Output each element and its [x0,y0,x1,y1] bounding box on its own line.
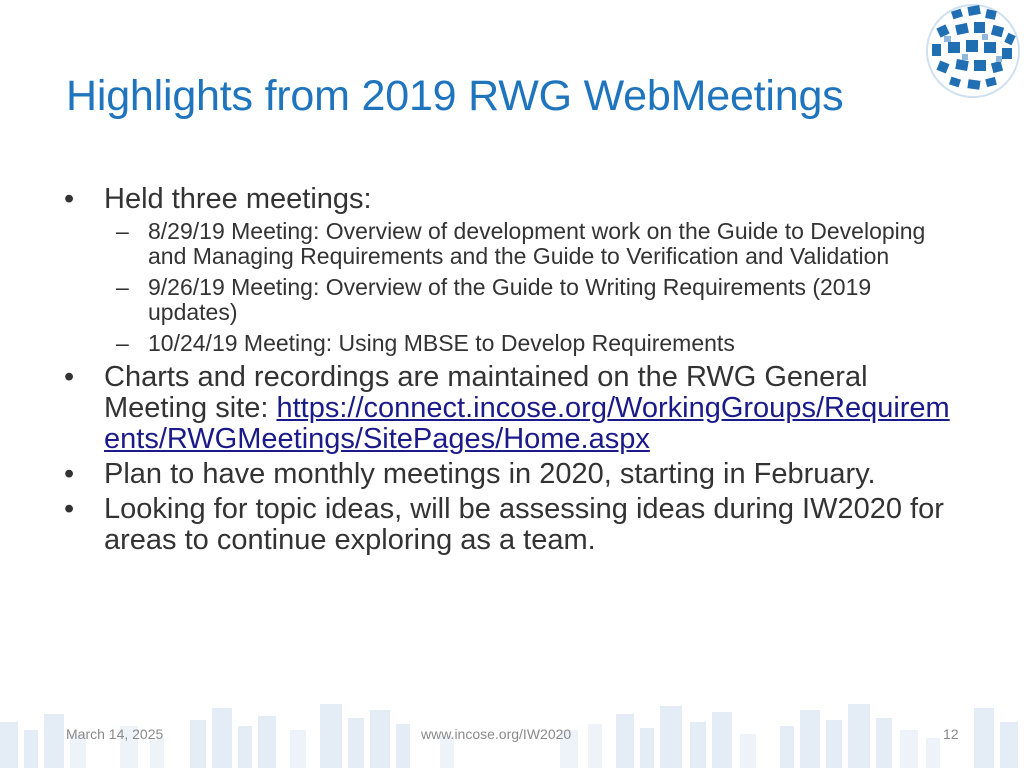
dash-icon: – [116,330,129,356]
bullet-4 [64,494,964,556]
sub-bullet-3 [64,331,964,356]
footer-date: March 14, 2025 [66,726,164,742]
bullet-text: Held three meetings: [104,183,372,215]
bullet-dot-icon: • [64,183,75,215]
sub-bullet-text: 8/29/19 Meeting: Overview of development work on the Guide to Developing and Managing Requirements and the Guide to Verification and Validation [148,218,926,269]
sub-bullet-2 [64,275,964,325]
bullet-text: Plan to have monthly meetings in 2020, starting in February. [104,458,876,490]
page-number: 12 [943,726,959,742]
sub-bullet-1 [64,219,964,269]
bullet-1 [64,184,964,215]
bullet-text: Looking for topic ideas, will be assessing ideas during IW2020 for areas to continue exploring as a team. [104,493,944,556]
bullet-3 [64,459,964,490]
slide-content [64,184,964,560]
bullet-dot-icon: • [64,361,75,393]
incose-globe-logo [922,0,1024,102]
bullet-text: Charts and recordings are maintained on the RWG General Meeting site: [104,361,868,424]
bullet-dot-icon: • [64,458,75,490]
bullet-dot-icon: • [64,493,75,525]
bullet-2 [64,362,964,455]
rwg-meeting-site-link[interactable]: https://connect.incose.org/WorkingGroups/Requirements/RWGMeetings/SitePages/Home.aspx [104,392,950,455]
dash-icon: – [116,218,129,244]
slide-title: Highlights from 2019 RWG WebMeetings [66,72,844,120]
dash-icon: – [116,274,129,300]
footer-url: www.incose.org/IW2020 [421,726,572,742]
sub-bullet-text: 9/26/19 Meeting: Overview of the Guide to Writing Requirements (2019 updates) [148,274,872,325]
sub-bullet-text: 10/24/19 Meeting: Using MBSE to Develop Requirements [148,330,735,356]
